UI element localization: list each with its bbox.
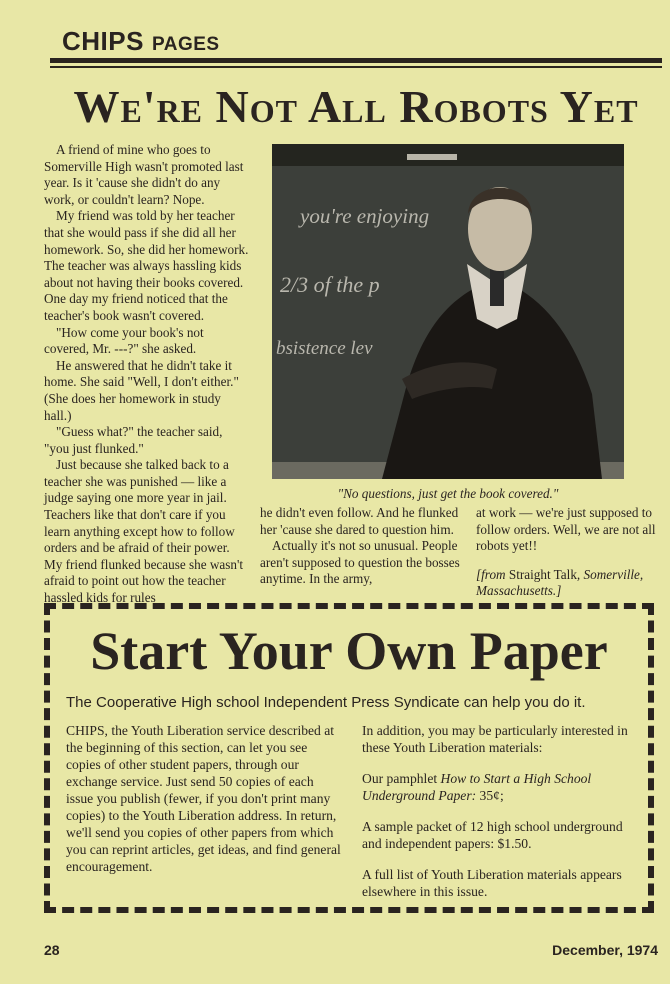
ad-paragraph: A full list of Youth Liberation materials appears elsewhere in this issue.	[362, 867, 622, 899]
article-paragraph: Actually it's not so unusual. People aren't supposed to question the bosses anytime. In the army,	[260, 538, 460, 587]
chalkboard-text: bsistence lev	[276, 338, 373, 359]
chalkboard-text: 2/3 of the p	[280, 272, 380, 297]
ad-right-column	[362, 722, 632, 900]
page-number: 28	[44, 942, 60, 958]
header-rule-thick	[50, 58, 662, 63]
ad-left-column	[66, 722, 342, 875]
article-headline: We're Not All Robots Yet	[73, 81, 639, 132]
article-paragraph: he didn't even follow. And he flunked her 'cause she dared to question him.	[260, 505, 459, 537]
article-column-1	[44, 142, 250, 607]
teacher-photo	[272, 144, 624, 479]
article-paragraph: "How come your book's not covered, Mr. ---?" she asked.	[44, 324, 204, 357]
ad-paragraph: Our pamphlet How to Start a High School Underground Paper: 35¢;	[362, 771, 592, 803]
pamphlet-title: How to Start a High School Underground Paper:	[362, 771, 592, 803]
article-paragraph: "Guess what?" the teacher said, "you just flunked."	[44, 424, 223, 456]
article-paragraph: Just because she talked back to a teacher she was punished — like a judge saying one more year in jail. Teachers like that don't care if you learn anything except how to follow orders and be afraid of their power. My friend flunked because she wasn't afraid to point out how the teacher hassled kids for rules	[44, 457, 244, 606]
article-column-3	[476, 505, 670, 600]
section-header	[62, 26, 220, 57]
chalkboard-text: you're enjoying	[300, 204, 430, 228]
ad-paragraph: CHIPS, the Youth Liberation service described at the beginning of this section, can let you see copies of other student papers, through our exchange service. Just send 50 copies of each issue you publish (fewer, if you don't print many copies) to the Youth Liberation address. In return, we'll send you copies of other papers from which you can reprint articles, get ideas, and find general encouragement.	[66, 723, 341, 874]
article-paragraph: My friend was told by her teacher that she would pass if she did all her homework. So, she did her homework. The teacher was always hassling kids about not having their books covered. One day my friend noticed that the teacher's book wasn't covered.	[44, 208, 249, 323]
section-header-title: CHIPS	[62, 26, 144, 56]
article-paragraph: He answered that he didn't take it home. She said "Well, I don't either." (She does her homework in study hall.)	[44, 357, 239, 423]
ad-subtitle: The Cooperative High school Independent Press Syndicate can help you do it.	[66, 694, 586, 711]
article-source: [from Straight Talk, Somerville, Massachusetts.]	[476, 566, 644, 599]
source-publication: Straight Talk	[508, 566, 577, 582]
ad-paragraph: A sample packet of 12 high school underground and independent papers: $1.50.	[362, 819, 623, 851]
header-rule-thin	[50, 66, 662, 68]
ad-paragraph: In addition, you may be particularly interested in these Youth Liberation materials:	[362, 723, 628, 755]
ad-title: Start Your Own Paper	[90, 621, 608, 681]
photo-caption: "No questions, just get the book covered."	[337, 486, 559, 501]
issue-date: December, 1974	[552, 942, 658, 958]
teacher-photo-graphic	[272, 144, 624, 479]
section-header-subtitle: PAGES	[151, 34, 220, 55]
article-paragraph: at work — we're just supposed to follow orders. Well, we are not all robots yet!!	[476, 505, 656, 554]
article-column-2	[260, 505, 460, 588]
article-paragraph: A friend of mine who goes to Somerville High wasn't promoted last year. Is it 'cause she didn't do any work, or couldn't learn? Nope.	[44, 142, 244, 207]
